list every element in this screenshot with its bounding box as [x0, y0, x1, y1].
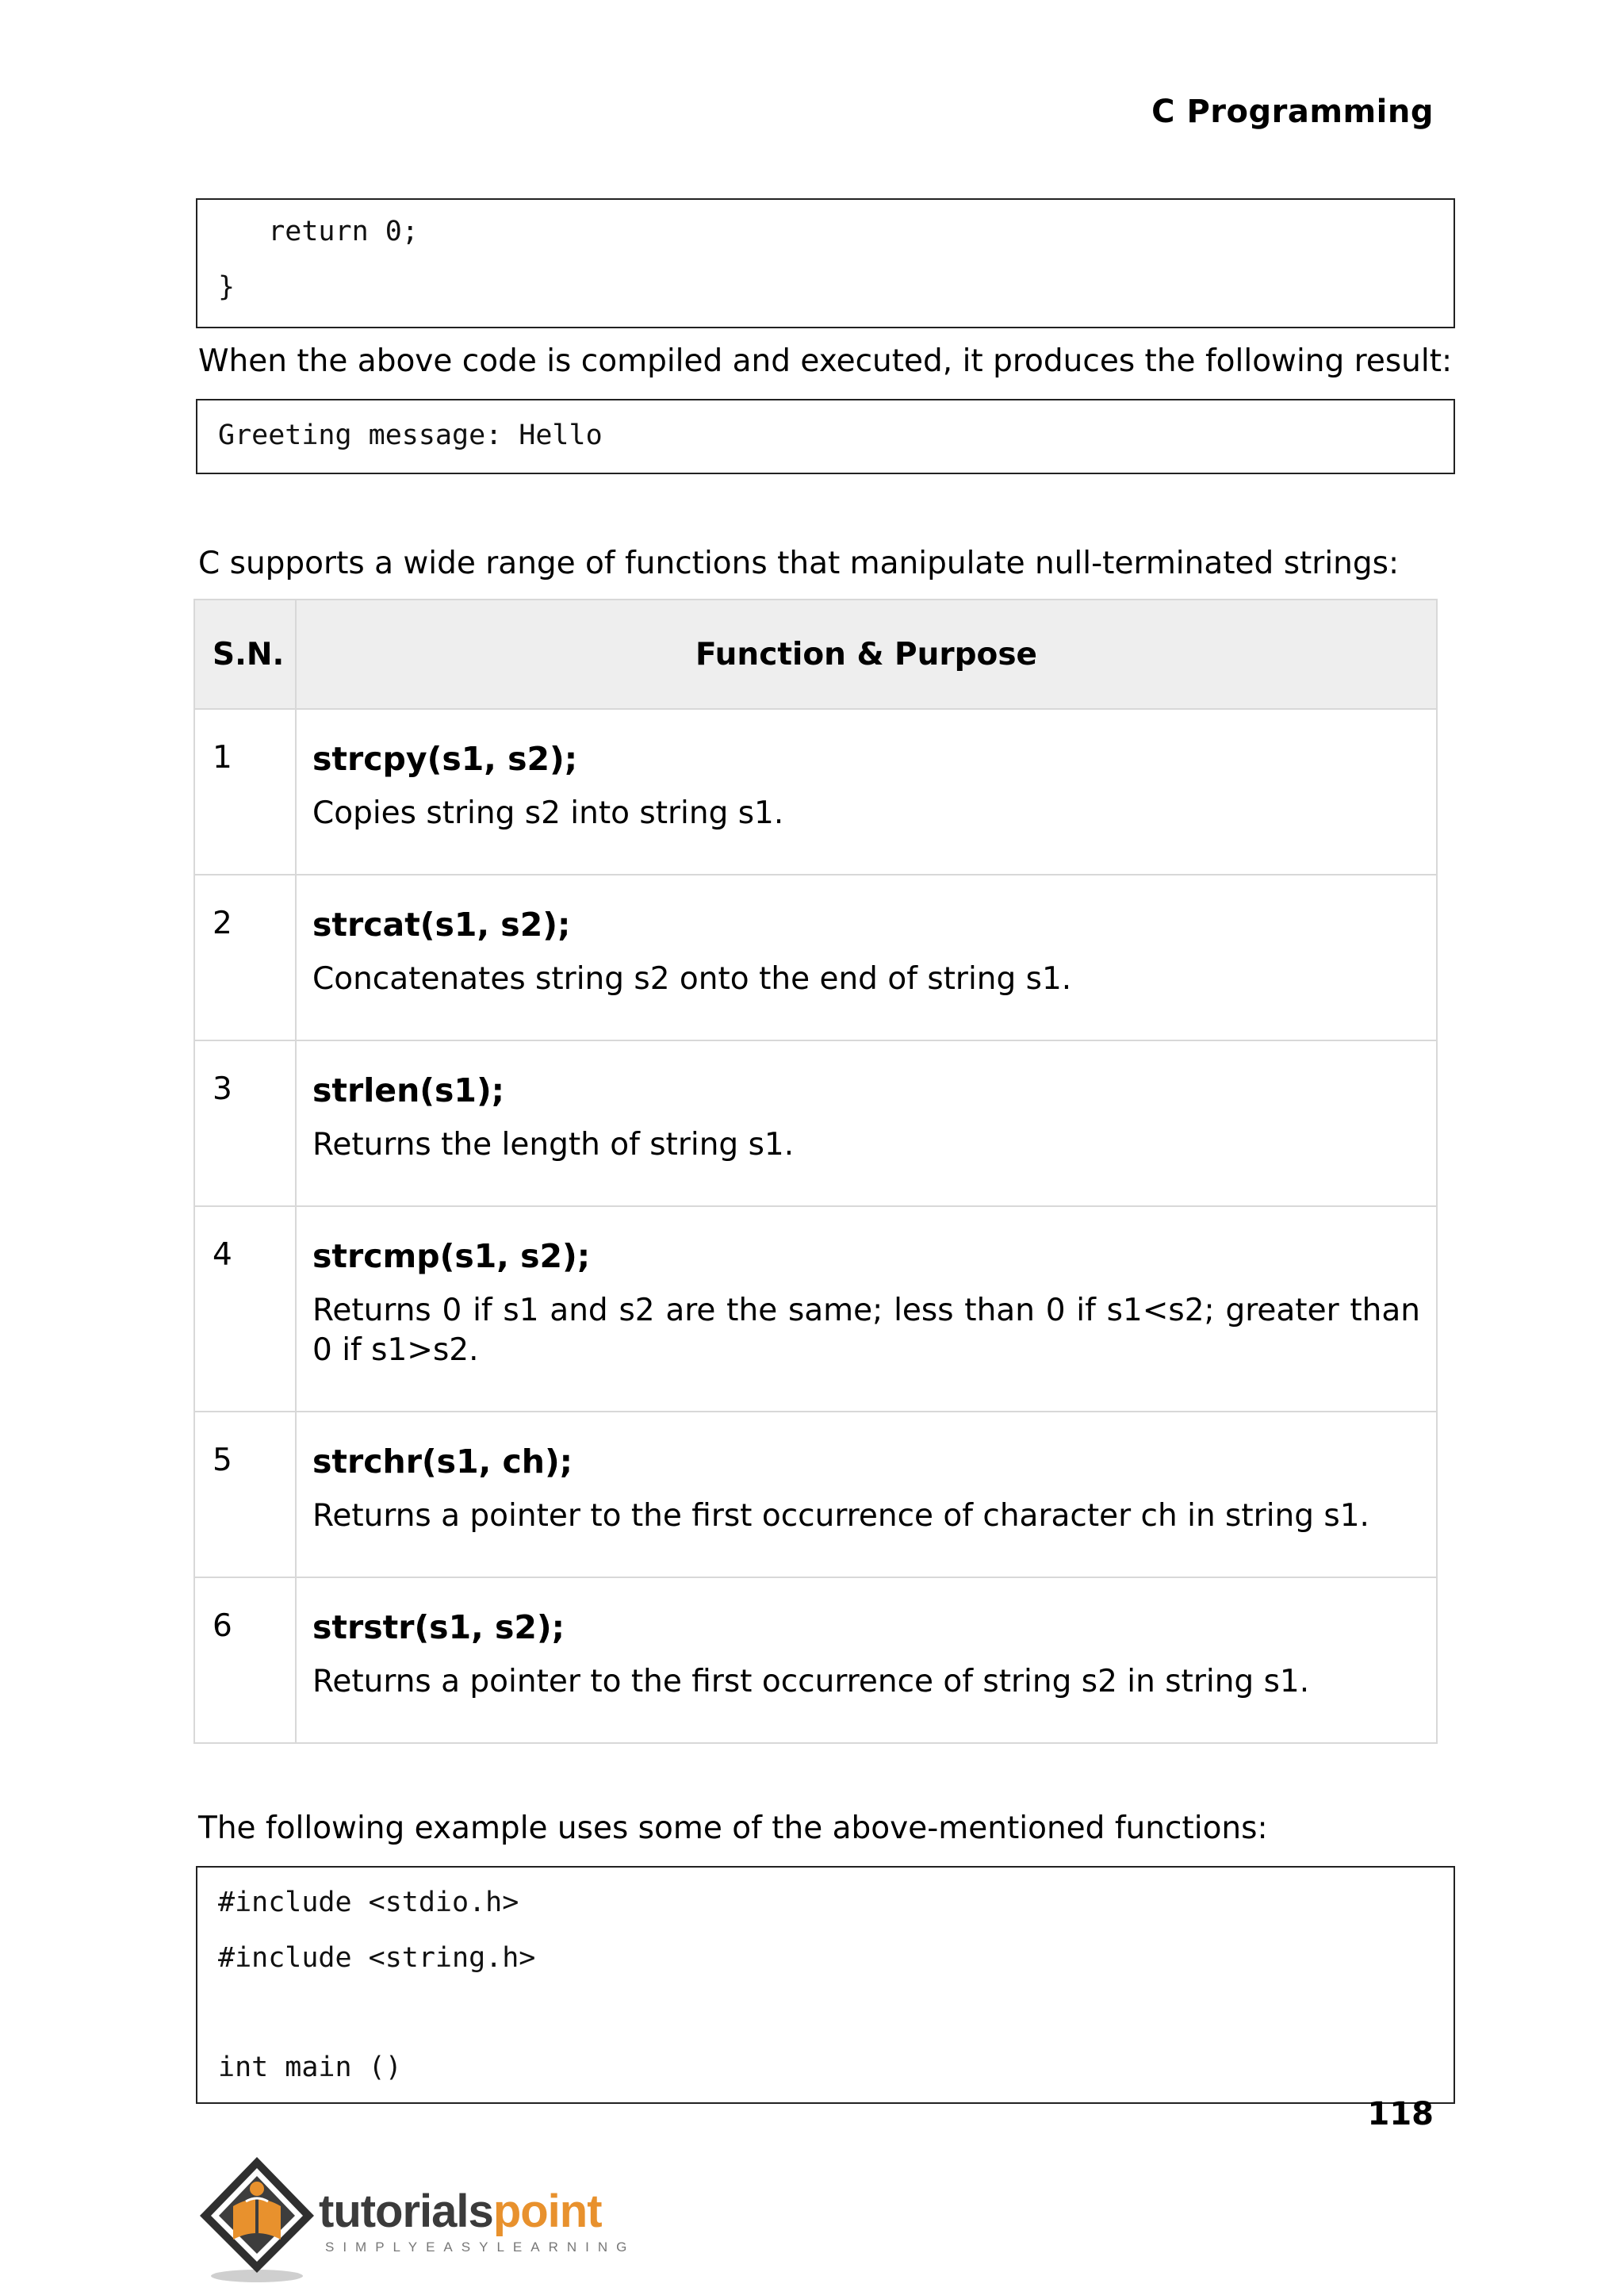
row-sn: 6 — [195, 1578, 297, 1742]
string-functions-table — [193, 599, 1438, 1744]
row-function — [297, 875, 1436, 1040]
paragraph-functions-intro: C supports a wide range of functions that manipulate null-terminated strings: — [198, 546, 1400, 581]
function-name: strstr(s1, s2); — [312, 1608, 565, 1646]
function-name: strcat(s1, s2); — [312, 906, 571, 944]
table-header-row — [195, 600, 1436, 710]
table-row — [195, 1412, 1436, 1578]
tutorialspoint-logo — [193, 2151, 638, 2285]
row-sn: 4 — [195, 1207, 297, 1411]
function-name: strchr(s1, ch); — [312, 1443, 573, 1481]
code-line: #include <string.h> — [218, 1942, 536, 1974]
logo-tagline: SIMPLYEASYLEARNING — [325, 2239, 636, 2255]
code-line: } — [218, 271, 236, 303]
header-function-purpose: Function & Purpose — [695, 636, 1038, 672]
row-function — [297, 1207, 1436, 1411]
function-description: Returns a pointer to the first occurrence of character ch in string s1. — [312, 1498, 1369, 1534]
code-line: #include <stdio.h> — [218, 1887, 519, 1918]
row-function — [297, 1041, 1436, 1205]
table-row — [195, 710, 1436, 875]
row-sn: 2 — [195, 875, 297, 1040]
row-function — [297, 1412, 1436, 1577]
table-row — [195, 1207, 1436, 1412]
running-header-title: C Programming — [1151, 94, 1434, 130]
row-sn: 5 — [195, 1412, 297, 1577]
paragraph-result-intro: When the above code is compiled and executed, it produces the following result: — [198, 343, 1453, 379]
code-line: return 0; — [218, 216, 419, 247]
row-function — [297, 710, 1436, 874]
code-block-example — [196, 1866, 1455, 2104]
function-description: Copies string s2 into string s1. — [312, 795, 784, 831]
function-name: strcpy(s1, s2); — [312, 740, 578, 778]
code-line: int main () — [218, 2052, 402, 2083]
function-description: Concatenates string s2 onto the end of string s1. — [312, 961, 1072, 997]
logo-text-point: point — [492, 2186, 602, 2237]
row-function — [297, 1578, 1436, 1742]
function-name: strlen(s1); — [312, 1071, 505, 1109]
code-block-return — [196, 198, 1455, 328]
function-description: Returns a pointer to the first occurrence of string s2 in string s1. — [312, 1664, 1310, 1699]
output-line: Greeting message: Hello — [218, 420, 603, 451]
paragraph-example-intro: The following example uses some of the above-mentioned functions: — [198, 1810, 1268, 1846]
table-row — [195, 1578, 1436, 1742]
table-row — [195, 875, 1436, 1041]
function-name: strcmp(s1, s2); — [312, 1237, 591, 1275]
table-row — [195, 1041, 1436, 1207]
function-description: Returns the length of string s1. — [312, 1127, 795, 1163]
page-number: 118 — [1367, 2096, 1434, 2132]
logo-text-tutorials: tutorials — [319, 2186, 493, 2237]
row-sn: 1 — [195, 710, 297, 874]
output-block — [196, 399, 1455, 474]
header-sn: S.N. — [195, 600, 297, 708]
logo-diamond-icon — [193, 2151, 320, 2285]
row-sn: 3 — [195, 1041, 297, 1205]
function-description: Returns 0 if s1 and s2 are the same; less than 0 if s1<s2; greater than 0 if s1>s2. — [312, 1293, 1420, 1368]
